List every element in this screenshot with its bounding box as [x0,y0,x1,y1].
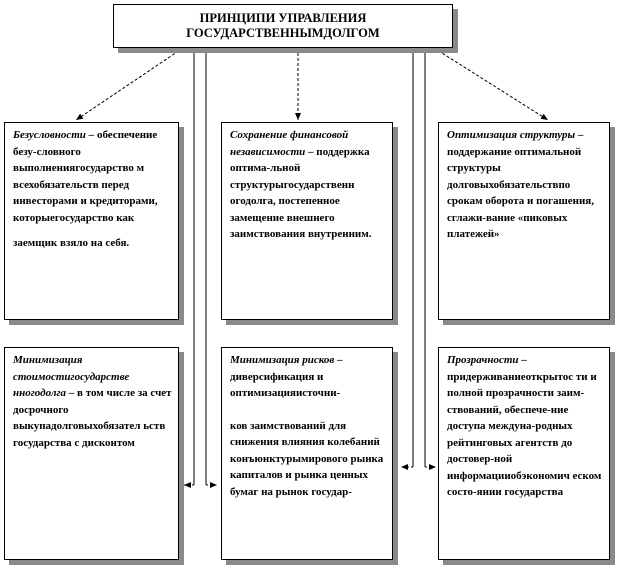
principle-transparency [438,347,610,560]
principle-heading: Прозрачности [447,354,519,366]
principle-heading: Сохранение финансовой независимости [230,129,349,158]
principle-heading: Безусловности – [13,129,95,141]
title-line-2: ГОСУДАРСТВЕННЫМДОЛГОМ [186,26,380,40]
principle-structure-optimization [438,122,610,320]
diagram-title [113,4,453,48]
principle-body: – в том числе за счет досрочного выкупадолговыхобязател ьств государства с дисконтом [13,387,172,449]
principle-body: – поддержание оптимальной структуры долговыхобязательствпо срокам оборота и погашения, сглажи-вание «пиковых платежей» [447,129,594,240]
principle-body-tail: заемщик взяло на себя. [13,237,130,249]
principle-cost-minimization [4,347,179,560]
principle-body-tail: ков заимствований для снижения влияния колебаний конъюнктурымирового рынка капиталов и рынка ценных бумаг на рынок государ- [230,419,384,498]
principle-heading: Минимизация рисков [230,354,335,366]
principle-body: – придерживаниеоткрытос ти и полной прозрачности заим-ствований, обеспече-ние доступа междуна-родных рейтинговых агентств до достовер-ной информацииобэкономич еском состо-янии государства [447,354,602,498]
principle-body: обеспечение безу-словного выполнениягосударство м всехобязательств перед инвесторами и кредиторами, которыегосударство как [13,129,158,224]
principle-financial-independence [221,122,393,320]
principle-risk-minimization [221,347,393,560]
principle-body: – диверсификация и оптимизацияисточни- [230,354,343,399]
principle-heading: Минимизация стоимостигосударстве нногодолга [13,354,130,399]
principle-body: – поддержка оптима-льной структурыгосударственн огодолга, постепенное замещение внешнего заимствования внутренним. [230,145,372,240]
principle-unconditionality [4,122,179,320]
principle-heading: Оптимизация структуры [447,129,576,141]
title-line-1: ПРИНЦИПИ УПРАВЛЕНИЯ [199,11,367,25]
